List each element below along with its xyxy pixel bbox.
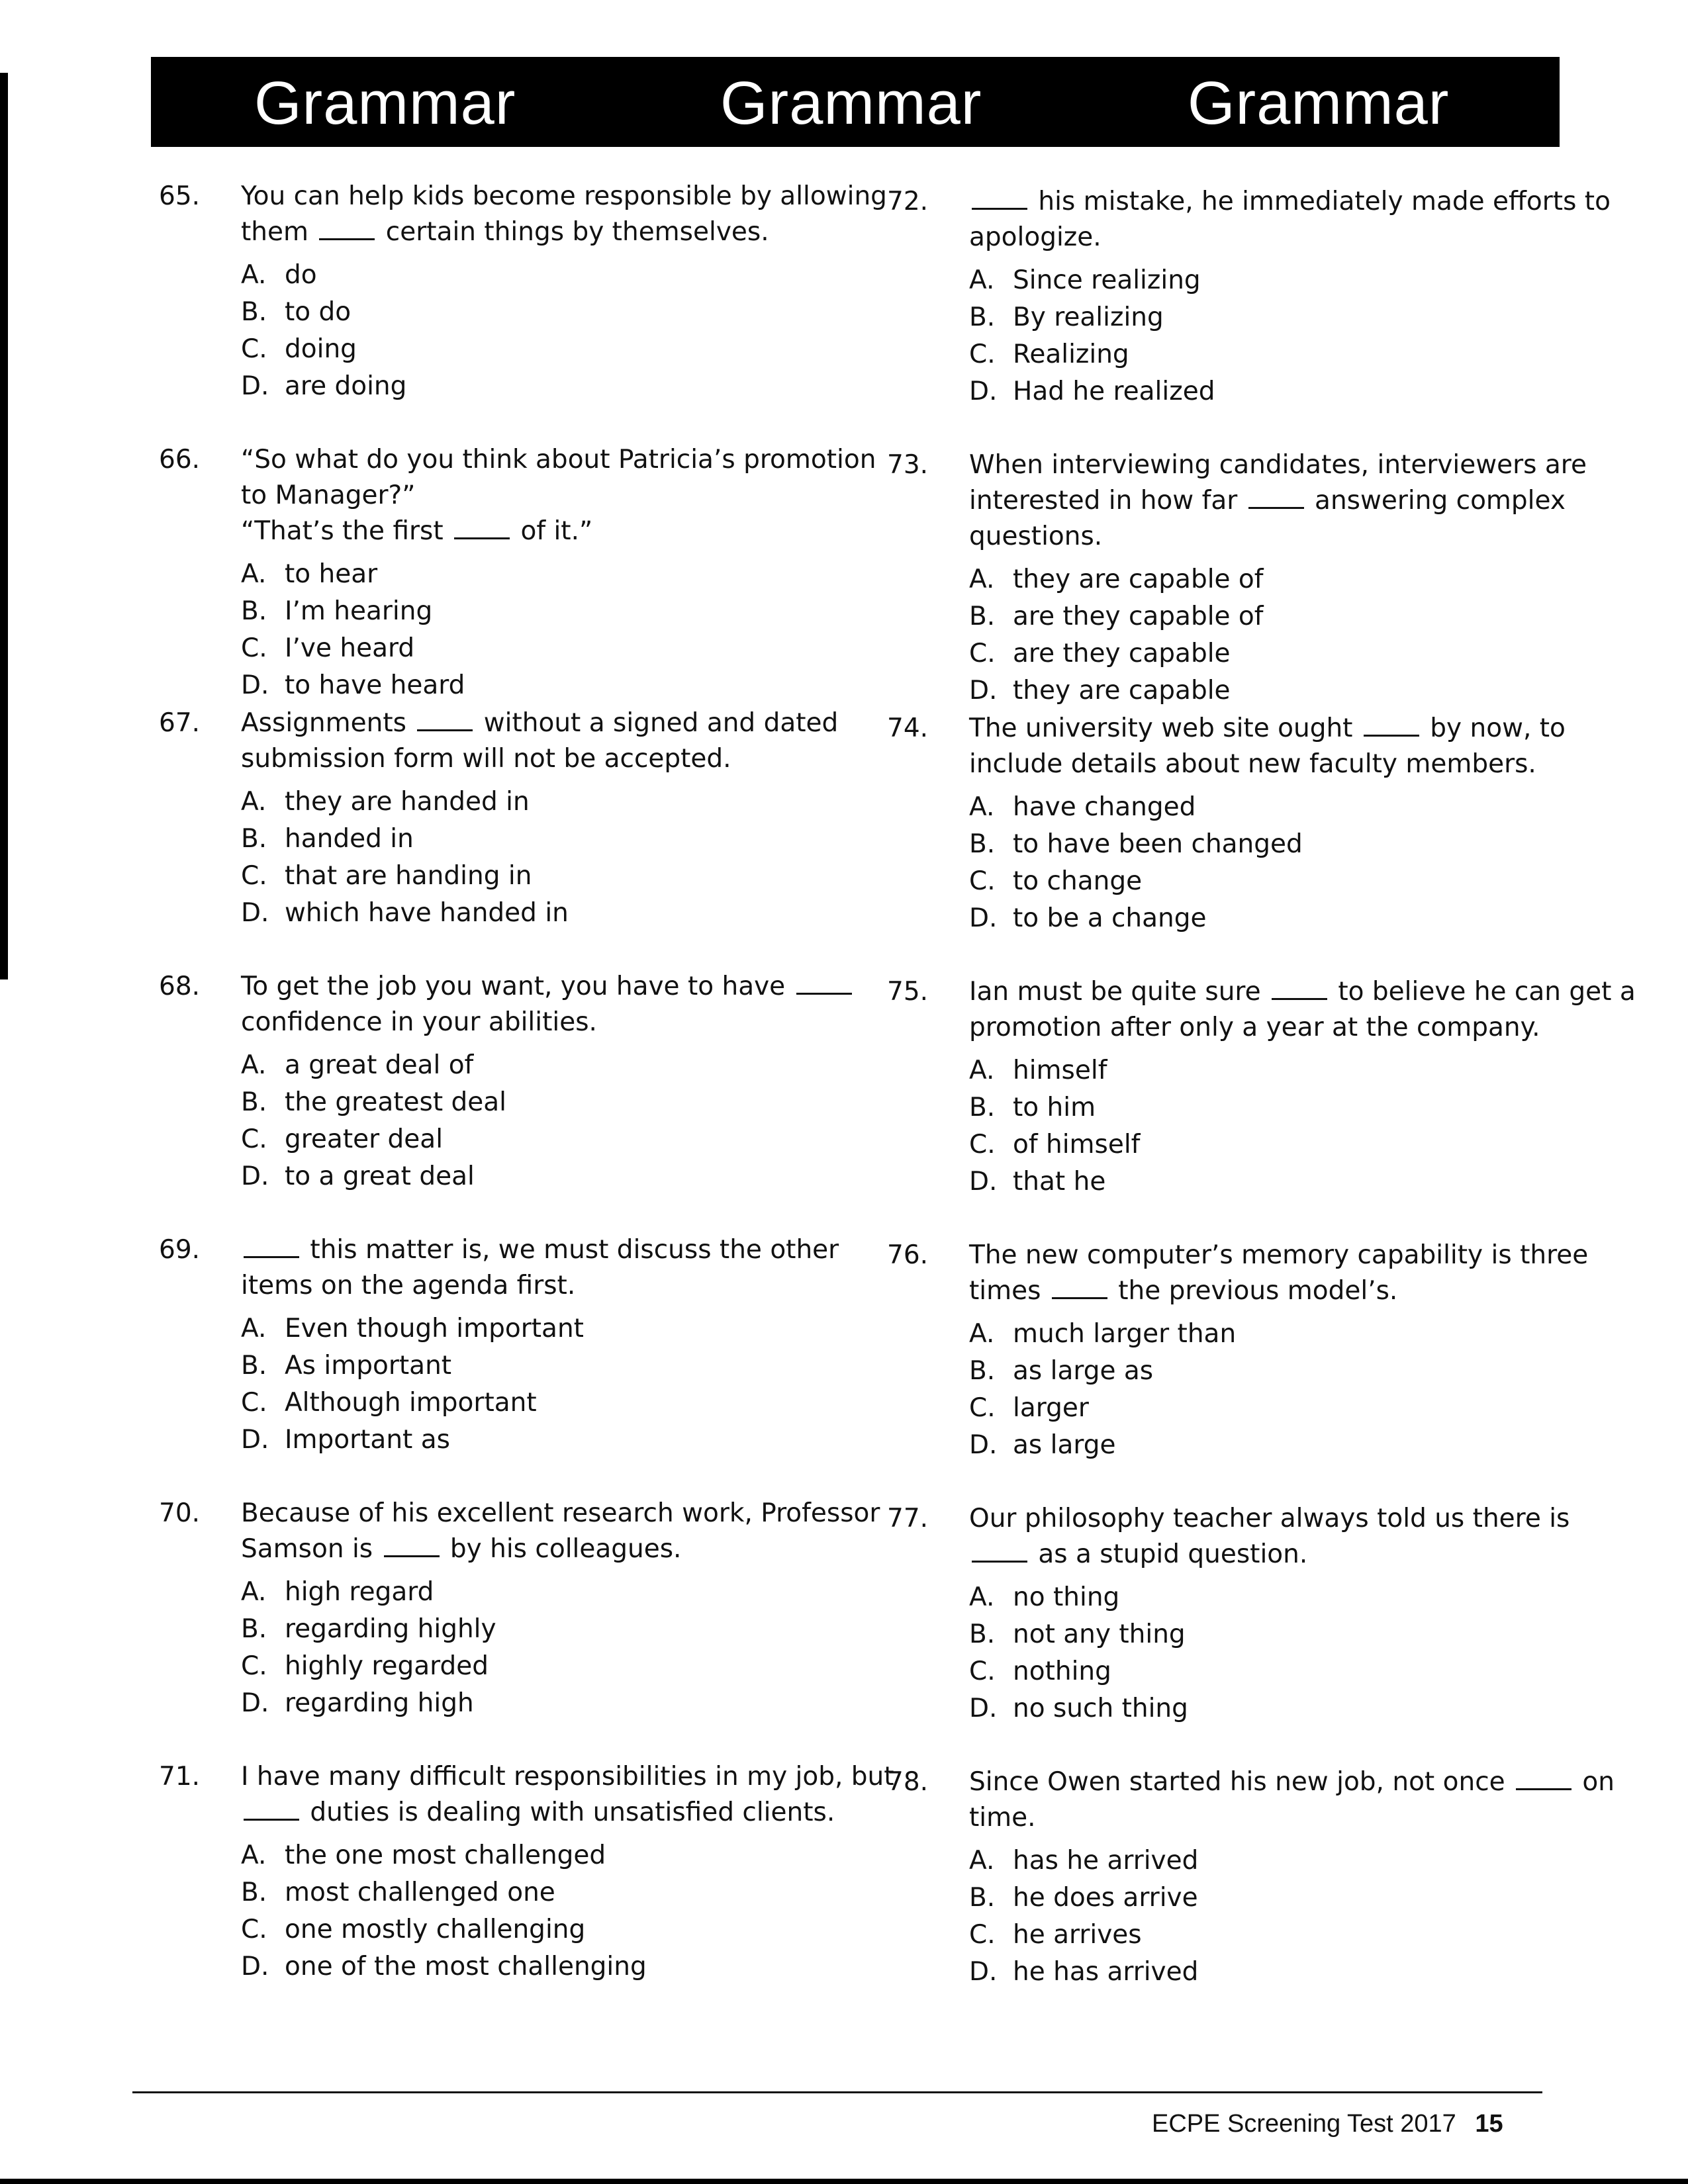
answer-option bbox=[241, 368, 857, 405]
option-text: they are capable of bbox=[1013, 565, 1264, 594]
question-number: 78. bbox=[887, 1767, 929, 1797]
option-letter: C. bbox=[241, 1651, 267, 1681]
option-letter: B. bbox=[969, 1619, 996, 1649]
stem-line: Our philosophy teacher always told us there is bbox=[969, 1504, 1570, 1533]
question-body bbox=[969, 711, 1585, 937]
option-text: regarding highly bbox=[285, 1614, 496, 1644]
answer-option bbox=[241, 1611, 857, 1648]
option-text: they are handed in bbox=[285, 787, 530, 817]
option-text: do bbox=[285, 260, 317, 290]
question-body bbox=[241, 705, 857, 932]
stem-line: his mistake, he immediately made efforts to bbox=[969, 184, 1585, 220]
option-letter: D. bbox=[241, 371, 269, 401]
option-letter: D. bbox=[241, 898, 269, 928]
answer-options bbox=[241, 257, 857, 405]
answer-option bbox=[241, 1837, 857, 1874]
option-text: he arrives bbox=[1013, 1920, 1142, 1950]
answer-option bbox=[241, 556, 857, 593]
option-letter: D. bbox=[969, 1430, 998, 1460]
option-text: to be a change bbox=[1013, 903, 1207, 933]
answer-option bbox=[241, 257, 857, 294]
option-letter: A. bbox=[241, 787, 267, 817]
answer-option bbox=[241, 858, 857, 895]
option-letter: B. bbox=[969, 1356, 996, 1386]
option-text: one mostly challenging bbox=[285, 1915, 586, 1944]
option-letter: C. bbox=[241, 1915, 267, 1944]
answer-option bbox=[241, 1911, 857, 1948]
answer-option bbox=[241, 821, 857, 858]
answer-blank bbox=[972, 188, 1027, 210]
option-letter: B. bbox=[241, 1614, 267, 1644]
stem-line: confidence in your abilities. bbox=[241, 1007, 597, 1037]
option-letter: B. bbox=[241, 824, 267, 854]
option-text: Even though important bbox=[285, 1314, 584, 1343]
question-body bbox=[969, 1238, 1589, 1464]
answer-option bbox=[241, 1047, 857, 1084]
answer-options bbox=[241, 1837, 857, 1985]
option-letter: A. bbox=[969, 1846, 995, 1876]
answer-blank bbox=[1516, 1768, 1571, 1790]
option-text: are they capable of bbox=[1013, 602, 1264, 631]
footer-title: ECPE Screening Test 2017 bbox=[1152, 2110, 1456, 2138]
option-text: has he arrived bbox=[1013, 1846, 1199, 1876]
question-number: 72. bbox=[887, 187, 929, 216]
option-letter: C. bbox=[969, 340, 996, 369]
option-letter: D. bbox=[969, 1694, 998, 1723]
answer-option bbox=[969, 1954, 1585, 1991]
option-letter: C. bbox=[969, 1920, 996, 1950]
question-item bbox=[159, 442, 876, 705]
stem-line: times the previous model’s. bbox=[969, 1276, 1398, 1306]
option-letter: A. bbox=[969, 265, 995, 295]
option-letter: D. bbox=[969, 1957, 998, 1987]
question-stem bbox=[241, 1496, 880, 1567]
question-number: 71. bbox=[159, 1762, 201, 1792]
option-letter: C. bbox=[241, 861, 267, 891]
answer-option bbox=[241, 630, 857, 667]
option-letter: A. bbox=[969, 792, 995, 822]
stem-line: The university web site ought by now, to bbox=[969, 713, 1566, 743]
option-text: Important as bbox=[285, 1425, 450, 1455]
answer-blank bbox=[1052, 1277, 1107, 1299]
question-item bbox=[887, 711, 1589, 974]
option-text: one of the most challenging bbox=[285, 1952, 647, 1981]
option-letter: B. bbox=[241, 297, 267, 327]
option-text: By realizing bbox=[1013, 302, 1164, 332]
answer-option bbox=[969, 373, 1585, 410]
option-letter: C. bbox=[969, 1393, 996, 1423]
answer-option bbox=[969, 1052, 1585, 1089]
answer-options bbox=[969, 561, 1585, 709]
stem-line: to Manager?” bbox=[241, 480, 416, 510]
option-text: greater deal bbox=[285, 1124, 444, 1154]
question-body bbox=[241, 1232, 857, 1459]
question-stem bbox=[241, 705, 857, 777]
answer-option bbox=[241, 1685, 857, 1722]
option-letter: A. bbox=[969, 1582, 995, 1612]
question-number: 68. bbox=[159, 972, 201, 1001]
answer-options bbox=[241, 556, 857, 704]
option-text: as large as bbox=[1013, 1356, 1154, 1386]
answer-blank bbox=[1272, 978, 1327, 1000]
answer-options bbox=[241, 784, 857, 932]
option-text: to have been changed bbox=[1013, 829, 1303, 859]
option-text: Although important bbox=[285, 1388, 537, 1418]
question-item bbox=[887, 974, 1636, 1238]
answer-option bbox=[241, 1385, 857, 1422]
option-text: are they capable bbox=[1013, 639, 1231, 668]
option-text: have changed bbox=[1013, 792, 1196, 822]
option-letter: D. bbox=[969, 377, 998, 406]
question-item bbox=[887, 1238, 1589, 1501]
answer-option bbox=[969, 1616, 1585, 1653]
option-letter: C. bbox=[969, 866, 996, 896]
option-text: himself bbox=[1013, 1056, 1107, 1085]
answer-option bbox=[241, 1347, 857, 1385]
answer-option bbox=[969, 262, 1585, 299]
answer-option bbox=[969, 672, 1585, 709]
question-item bbox=[159, 969, 861, 1232]
question-stem bbox=[241, 969, 857, 1040]
stem-line: this matter is, we must discuss the other bbox=[241, 1232, 857, 1268]
option-text: the one most challenged bbox=[285, 1841, 606, 1870]
question-body bbox=[969, 1501, 1585, 1727]
option-text: which have handed in bbox=[285, 898, 569, 928]
option-text: not any thing bbox=[1013, 1619, 1186, 1649]
question-body bbox=[969, 184, 1611, 410]
option-text: handed in bbox=[285, 824, 414, 854]
option-letter: A. bbox=[241, 1577, 267, 1607]
answer-blank bbox=[796, 973, 852, 995]
answer-options bbox=[241, 1310, 857, 1459]
option-letter: C. bbox=[241, 633, 267, 663]
answer-option bbox=[241, 1158, 857, 1195]
question-item bbox=[159, 179, 887, 442]
option-text: I’ve heard bbox=[285, 633, 415, 663]
option-text: to change bbox=[1013, 866, 1143, 896]
answer-blank bbox=[319, 218, 375, 240]
option-text: to hear bbox=[285, 559, 378, 589]
option-text: high regard bbox=[285, 1577, 434, 1607]
option-letter: B. bbox=[241, 1087, 267, 1117]
option-text: larger bbox=[1013, 1393, 1089, 1423]
stem-line: Assignments without a signed and dated bbox=[241, 708, 839, 738]
question-item bbox=[159, 1232, 861, 1496]
stem-line: interested in how far answering complex bbox=[969, 486, 1566, 516]
question-body bbox=[241, 179, 887, 405]
answer-blank bbox=[1248, 487, 1304, 509]
question-body bbox=[241, 442, 876, 704]
question-body bbox=[241, 1496, 880, 1722]
answer-option bbox=[241, 1121, 857, 1158]
answer-option bbox=[241, 1948, 857, 1985]
answer-option bbox=[241, 667, 857, 704]
option-letter: D. bbox=[241, 1952, 269, 1981]
option-text: the greatest deal bbox=[285, 1087, 507, 1117]
answer-blank bbox=[972, 1541, 1027, 1563]
answer-option bbox=[241, 331, 857, 368]
question-body bbox=[969, 1764, 1615, 1991]
option-letter: A. bbox=[969, 1056, 995, 1085]
question-item bbox=[887, 447, 1589, 711]
option-letter: A. bbox=[241, 1314, 267, 1343]
option-text: no thing bbox=[1013, 1582, 1120, 1612]
stem-line: duties is dealing with unsatisfied clients. bbox=[241, 1795, 857, 1831]
option-letter: D. bbox=[241, 1425, 269, 1455]
answer-option bbox=[969, 598, 1585, 635]
answer-options bbox=[969, 1579, 1585, 1727]
stem-line: Samson is by his colleagues. bbox=[241, 1534, 682, 1564]
stem-line: When interviewing candidates, interviewers are bbox=[969, 450, 1587, 480]
option-text: as large bbox=[1013, 1430, 1116, 1460]
option-letter: D. bbox=[241, 670, 269, 700]
question-number: 70. bbox=[159, 1498, 201, 1528]
answer-option bbox=[969, 1089, 1585, 1126]
option-text: Since realizing bbox=[1013, 265, 1201, 295]
question-number: 73. bbox=[887, 450, 929, 480]
banner-word: Grammar bbox=[1188, 69, 1450, 137]
answer-blank bbox=[384, 1535, 440, 1557]
question-item bbox=[159, 1496, 880, 1759]
option-text: most challenged one bbox=[285, 1878, 555, 1907]
question-body bbox=[969, 447, 1585, 709]
answer-option bbox=[969, 1353, 1585, 1390]
question-stem bbox=[969, 1501, 1585, 1572]
question-number: 69. bbox=[159, 1235, 201, 1265]
answer-option bbox=[969, 1917, 1585, 1954]
option-text: he does arrive bbox=[1013, 1883, 1198, 1913]
option-letter: A. bbox=[969, 565, 995, 594]
answer-option bbox=[969, 863, 1585, 900]
option-letter: A. bbox=[241, 559, 267, 589]
answer-blank bbox=[417, 709, 473, 731]
option-text: regarding high bbox=[285, 1688, 474, 1718]
question-number: 75. bbox=[887, 977, 929, 1007]
option-text: are doing bbox=[285, 371, 407, 401]
stem-line: items on the agenda first. bbox=[241, 1271, 576, 1300]
option-letter: B. bbox=[969, 602, 996, 631]
question-body bbox=[241, 1759, 894, 1985]
answer-option bbox=[241, 1310, 857, 1347]
stem-line: apologize. bbox=[969, 222, 1102, 252]
question-number: 65. bbox=[159, 181, 201, 211]
answer-options bbox=[241, 1574, 857, 1722]
answer-option bbox=[969, 1390, 1585, 1427]
stem-line: Ian must be quite sure to believe he can get a bbox=[969, 977, 1636, 1007]
option-text: to do bbox=[285, 297, 352, 327]
banner-word: Grammar bbox=[254, 69, 516, 137]
option-text: doing bbox=[285, 334, 357, 364]
answer-option bbox=[969, 299, 1585, 336]
banner-word: Grammar bbox=[720, 69, 982, 137]
question-item bbox=[887, 1501, 1589, 1764]
option-text: a great deal of bbox=[285, 1050, 474, 1080]
answer-blank bbox=[454, 518, 510, 539]
option-letter: B. bbox=[969, 829, 996, 859]
stem-line: You can help kids become responsible by allowing bbox=[241, 181, 887, 211]
answer-option bbox=[241, 1648, 857, 1685]
question-stem bbox=[969, 711, 1585, 782]
answer-options bbox=[969, 1843, 1585, 1991]
right-question-column bbox=[887, 184, 1636, 2028]
question-number: 66. bbox=[159, 445, 201, 475]
page-number: 15 bbox=[1475, 2110, 1503, 2138]
answer-option bbox=[969, 1316, 1585, 1353]
scan-edge-left bbox=[0, 73, 8, 979]
question-item bbox=[159, 1759, 894, 2023]
option-text: nothing bbox=[1013, 1657, 1111, 1686]
answer-option bbox=[969, 1579, 1585, 1616]
question-number: 67. bbox=[159, 708, 201, 738]
stem-line: To get the job you want, you have to have bbox=[241, 969, 857, 1005]
stem-line: The new computer’s memory capability is three bbox=[969, 1240, 1589, 1270]
answer-options bbox=[969, 789, 1585, 937]
left-question-column bbox=[159, 179, 894, 2023]
answer-option bbox=[969, 336, 1585, 373]
answer-options bbox=[969, 262, 1585, 410]
option-letter: B. bbox=[969, 302, 996, 332]
footer-rule bbox=[132, 2091, 1542, 2093]
stem-line: include details about new faculty members. bbox=[969, 749, 1536, 779]
option-letter: C. bbox=[241, 1388, 267, 1418]
question-stem bbox=[969, 974, 1636, 1046]
question-number: 76. bbox=[887, 1240, 929, 1270]
option-letter: C. bbox=[969, 1130, 996, 1160]
option-text: they are capable bbox=[1013, 676, 1231, 705]
option-text: to a great deal bbox=[285, 1161, 475, 1191]
option-letter: A. bbox=[241, 1050, 267, 1080]
question-stem bbox=[969, 447, 1585, 555]
answer-options bbox=[241, 1047, 857, 1195]
stem-line: submission form will not be accepted. bbox=[241, 744, 731, 774]
answer-option bbox=[241, 1574, 857, 1611]
option-letter: C. bbox=[241, 334, 267, 364]
option-letter: B. bbox=[969, 1093, 996, 1122]
stem-line: promotion after only a year at the company. bbox=[969, 1013, 1540, 1042]
question-item bbox=[887, 1764, 1615, 2028]
question-number: 74. bbox=[887, 713, 929, 743]
answer-blank bbox=[244, 1236, 299, 1258]
option-text: much larger than bbox=[1013, 1319, 1237, 1349]
option-letter: B. bbox=[241, 1351, 267, 1381]
option-text: highly regarded bbox=[285, 1651, 489, 1681]
answer-option bbox=[969, 826, 1585, 863]
answer-options bbox=[969, 1316, 1585, 1464]
stem-line: I have many difficult responsibilities in my job, but bbox=[241, 1762, 894, 1792]
answer-option bbox=[241, 1084, 857, 1121]
question-stem bbox=[241, 1759, 894, 1831]
answer-option bbox=[969, 900, 1585, 937]
option-letter: B. bbox=[241, 1878, 267, 1907]
option-letter: B. bbox=[241, 596, 267, 626]
option-letter: D. bbox=[241, 1688, 269, 1718]
option-text: Realizing bbox=[1013, 340, 1129, 369]
answer-option bbox=[241, 1874, 857, 1911]
answer-blank bbox=[244, 1799, 299, 1821]
answer-option bbox=[241, 895, 857, 932]
answer-option bbox=[969, 1690, 1585, 1727]
answer-option bbox=[241, 294, 857, 331]
option-letter: A. bbox=[241, 260, 267, 290]
option-text: Had he realized bbox=[1013, 377, 1215, 406]
option-letter: C. bbox=[969, 639, 996, 668]
answer-option bbox=[969, 561, 1585, 598]
question-stem bbox=[969, 184, 1611, 255]
stem-line: as a stupid question. bbox=[969, 1537, 1585, 1572]
answer-option bbox=[969, 1163, 1585, 1201]
question-number: 77. bbox=[887, 1504, 929, 1533]
stem-line: Since Owen started his new job, not once on bbox=[969, 1767, 1615, 1797]
answer-option bbox=[241, 1422, 857, 1459]
option-letter: A. bbox=[241, 1841, 267, 1870]
option-letter: B. bbox=[969, 1883, 996, 1913]
option-text: of himself bbox=[1013, 1130, 1141, 1160]
option-letter: D. bbox=[241, 1161, 269, 1191]
option-text: no such thing bbox=[1013, 1694, 1188, 1723]
option-letter: A. bbox=[969, 1319, 995, 1349]
option-text: to have heard bbox=[285, 670, 465, 700]
stem-line: Because of his excellent research work, Professor bbox=[241, 1498, 880, 1528]
question-stem bbox=[969, 1238, 1589, 1309]
question-stem bbox=[241, 1232, 857, 1304]
answer-options bbox=[969, 1052, 1585, 1201]
answer-option bbox=[969, 1880, 1585, 1917]
option-text: to him bbox=[1013, 1093, 1096, 1122]
answer-option bbox=[969, 1843, 1585, 1880]
option-text: he has arrived bbox=[1013, 1957, 1199, 1987]
question-item bbox=[159, 705, 861, 969]
grammar-banner bbox=[151, 57, 1560, 147]
option-letter: D. bbox=[969, 676, 998, 705]
stem-line: questions. bbox=[969, 522, 1103, 551]
question-body bbox=[969, 974, 1636, 1201]
question-stem bbox=[241, 179, 887, 250]
option-text: that are handing in bbox=[285, 861, 532, 891]
answer-option bbox=[241, 593, 857, 630]
answer-option bbox=[969, 789, 1585, 826]
page-footer bbox=[1152, 2110, 1503, 2138]
scan-edge-bottom bbox=[0, 2179, 1688, 2184]
question-stem bbox=[969, 1764, 1615, 1836]
answer-option bbox=[969, 635, 1585, 672]
stem-line: time. bbox=[969, 1803, 1036, 1833]
question-stem bbox=[241, 442, 876, 549]
answer-option bbox=[969, 1653, 1585, 1690]
answer-blank bbox=[1364, 715, 1419, 737]
option-letter: C. bbox=[241, 1124, 267, 1154]
option-letter: D. bbox=[969, 903, 998, 933]
stem-line: “That’s the first of it.” bbox=[241, 516, 593, 546]
question-item bbox=[887, 184, 1611, 447]
option-text: As important bbox=[285, 1351, 452, 1381]
answer-option bbox=[969, 1126, 1585, 1163]
option-text: I’m hearing bbox=[285, 596, 433, 626]
stem-line: them certain things by themselves. bbox=[241, 217, 769, 247]
option-text: that he bbox=[1013, 1167, 1106, 1197]
answer-option bbox=[969, 1427, 1585, 1464]
option-letter: C. bbox=[969, 1657, 996, 1686]
question-body bbox=[241, 969, 857, 1195]
answer-option bbox=[241, 784, 857, 821]
stem-line: “So what do you think about Patricia’s promotion bbox=[241, 445, 876, 475]
option-letter: D. bbox=[969, 1167, 998, 1197]
